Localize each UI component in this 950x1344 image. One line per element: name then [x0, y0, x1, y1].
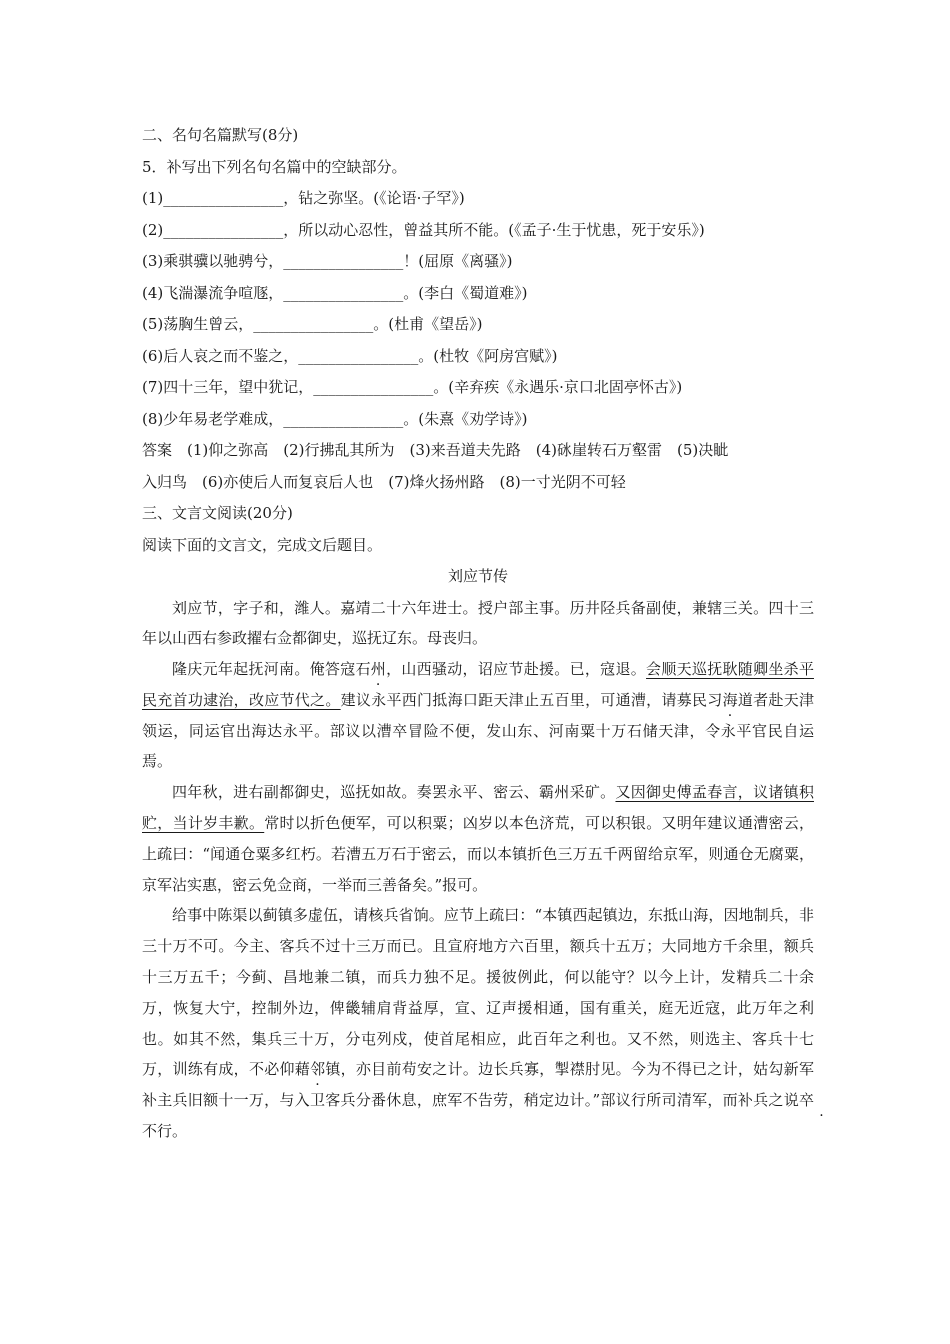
passage-title: 刘应节传 — [447, 567, 508, 585]
answer-line-2: 入归鸟 (6)亦使后人而复哀后人也 (7)烽火扬州路 (8)一寸光阴不可轻 — [142, 472, 626, 491]
fill-item-5: (5)荡胸生曾云，________________。(杜甫《望岳》) — [142, 315, 483, 333]
p2-text-d: 海道者赴天津领运，同运官出海达永平。部议以漕卒冒险不便，发山东、河南粟十万石储天津，令永平官民自运焉。 — [142, 690, 814, 771]
p4-text-c: 不行。 — [142, 1122, 188, 1141]
underlined-sentence-1: 会顺天巡抚耿随卿坐杀平民充首功逮治，改应节代之。 — [142, 660, 814, 709]
p3-text-a: 四年秋，进右副都御史，巡抚如故。奏罢永平、密云、霸州采矿。 — [172, 783, 616, 802]
section-3-prompt: 阅读下面的文言文，完成文后题目。 — [142, 535, 383, 554]
fill-item-7: (7)四十三年，望中犹记，________________。(辛弃疾《永遇乐·京口北固亭怀古》) — [142, 378, 683, 396]
passage-paragraph-1: 刘应节，字子和，潍人。嘉靖二十六年进士。授户部主事。历井陉兵备副使，兼辖三关。四十三年以山西右参政擢右佥都御史，巡抚辽东。母丧归。 — [142, 598, 814, 648]
fill-item-3: (3)乘骐骥以驰骋兮，________________！(屈原《离骚》) — [142, 252, 513, 270]
p4-text-a: 给事中陈渠以蓟镇多虚伍，请核兵省饷。应节上疏曰：“本镇西起镇边，东抵山海，因地制兵，非三十万不可。今主、客兵不过十三万而已。且宣府地方六百里，额兵十五万；大同地方千余里，额兵十三万五千；今蓟、昌地兼二镇，而兵力独不足。援彼例此，何以能守？以今上计，发精兵二十余万，恢复大宁，控制外边，俾畿辅肩背益厚，宣、辽声援相通，国有重关，庭无近寇，此万年之利也。如其不然，集兵三十万，分屯列戍，使首尾相应，此百年之利也。又不然，则选主、客兵十七万，训练有成，不必仰 — [142, 906, 814, 1079]
p3-text-b: 常时以折色便军，可以积粟；凶岁以本色济荒，可以积银。又明年建议通漕密云，上疏曰：“闻通仓粟多红朽。若漕五万石于密云，而以本镇折色三万五千两留给京军，则通仓无腐粟，京军沾实惠，密云免佥商，一举而三善备矣。”报可。 — [142, 814, 814, 894]
section-heading-3: 三、文言文阅读(20分) — [142, 504, 293, 522]
p2-text-c: 建议永平西门抵海口距天津止五百里，可通漕，请募民 — [340, 690, 708, 709]
emphasis-dot-char: 藉 — [294, 1060, 311, 1079]
p2-text-a: 隆庆元年起抚河南。俺答寇 — [172, 660, 356, 679]
fill-item-4: (4)飞湍瀑流争喧豗，________________。(李白《蜀道难》) — [142, 283, 528, 302]
fill-item-1: (1)________________，钻之弥坚。(《论语·子罕》) — [142, 189, 465, 207]
p2-text-b: 州，山西骚动，诏应节赴援。已，寇退。 — [370, 660, 647, 679]
fill-item-8: (8)少年易老学难成，________________。(朱熹《劝学诗》) — [142, 409, 528, 428]
question-5-prompt: 5．补写出下列名句名篇中的空缺部分。 — [142, 157, 407, 176]
passage-paragraph-4 — [142, 900, 814, 1146]
emphasis-dot-char: 卒 — [798, 1091, 814, 1110]
answer-line-1: 答案 (1)仰之弥高 (2)行拂乱其所为 (3)来吾道夫先路 (4)砯崖转石万壑雷 (5)决眦 — [142, 441, 729, 459]
passage-paragraph-2 — [142, 654, 814, 777]
emphasis-dot-char: 习 — [707, 690, 723, 709]
fill-item-6: (6)后人哀之而不鉴之，________________。(杜牧《阿房宫赋》) — [142, 346, 558, 365]
passage-paragraph-3 — [142, 777, 814, 900]
underlined-sentence-2: 又因御史傅孟春言，议诸镇积贮，当计岁丰歉。 — [142, 783, 814, 833]
p4-text-b: 邻镇，亦目前苟安之计。边长兵寡，掣襟肘见。今为不得已之计，姑勾新军补主兵旧额十一万，与入卫客兵分番休息，庶军不告劳，稍定边计。”部议行所司清军，而补兵之说 — [142, 1060, 814, 1110]
section-heading-2: 二、名句名篇默写(8分) — [142, 126, 299, 144]
emphasis-dot-char: 石 — [355, 660, 371, 679]
fill-item-2: (2)________________，所以动心忍性，曾益其所不能。(《孟子·生于忧患，死于安乐》) — [142, 220, 705, 239]
document-page — [142, 120, 814, 1147]
